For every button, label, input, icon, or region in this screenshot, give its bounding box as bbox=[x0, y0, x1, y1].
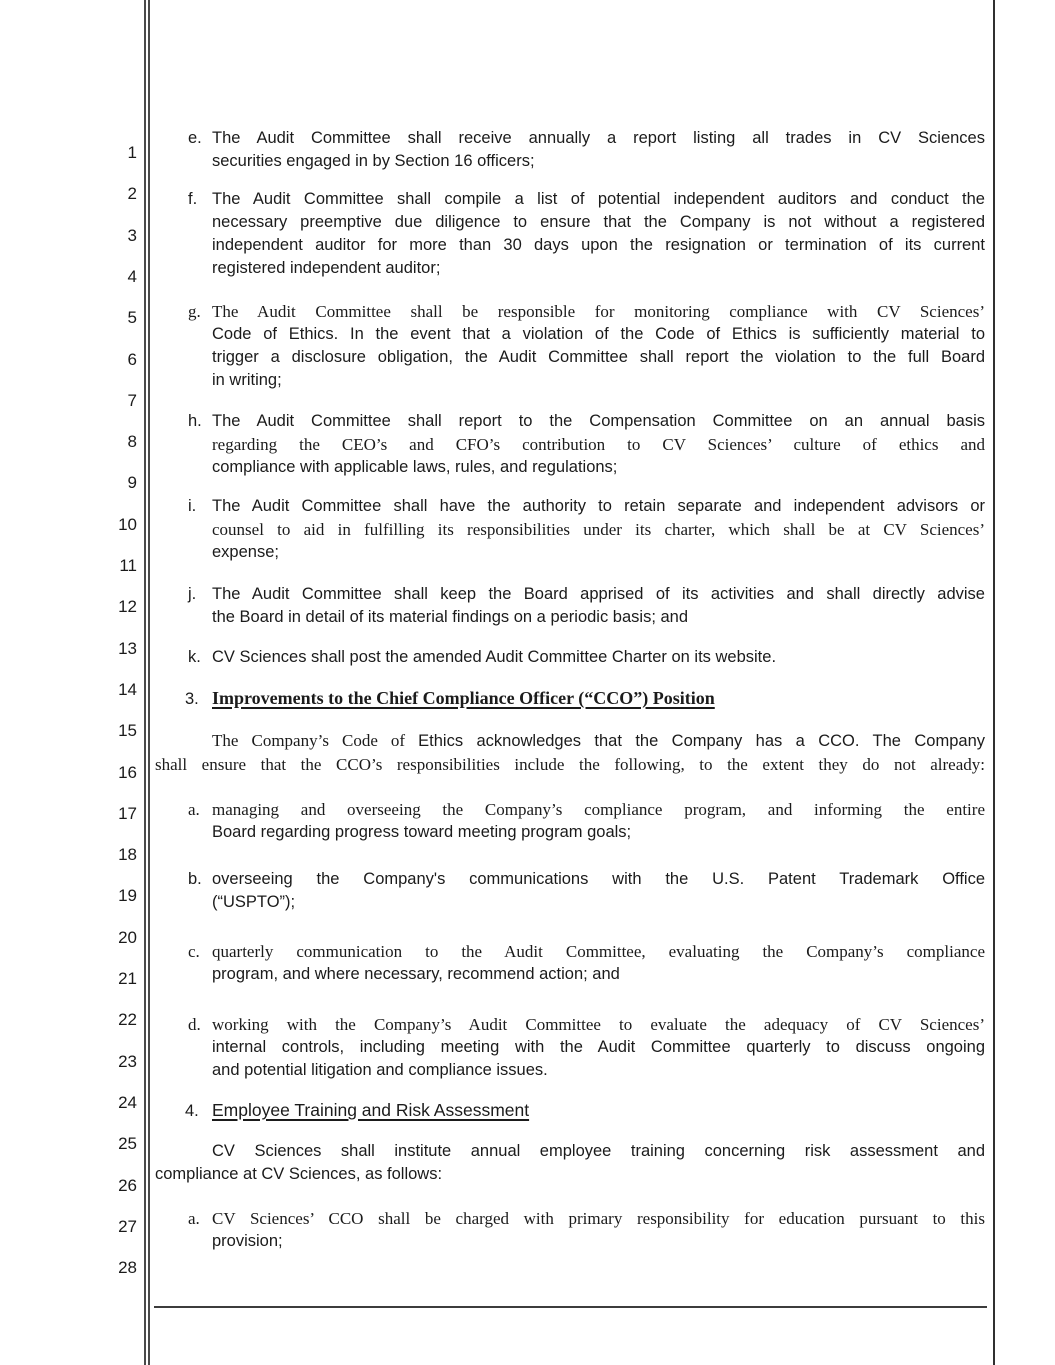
text-line: in writing; bbox=[212, 371, 282, 389]
list-item-marker: h. bbox=[188, 412, 202, 430]
text-line: provision; bbox=[212, 1232, 283, 1250]
line-number: 14 bbox=[118, 679, 137, 699]
text-line: The Audit Committee shall receive annually a report listing all trades in CV Sciences bbox=[212, 129, 985, 147]
list-item-a-15 bbox=[188, 1207, 985, 1253]
text-line: CV Sciences shall post the amended Audit Committee Charter on its website. bbox=[212, 648, 777, 666]
line-number: 15 bbox=[118, 721, 137, 741]
line-number: 4 bbox=[127, 266, 137, 286]
section-number: 4. bbox=[185, 1102, 199, 1120]
text-line: securities engaged in by Section 16 officers; bbox=[212, 152, 535, 170]
line-number: 23 bbox=[118, 1051, 137, 1071]
list-item-b-10 bbox=[188, 868, 985, 914]
line-number-column bbox=[95, 0, 137, 1365]
line-number: 6 bbox=[127, 349, 137, 369]
text-line: (“USPTO”); bbox=[212, 893, 296, 911]
text-line: The Audit Committee shall keep the Board apprised of its activities and shall directly advise bbox=[212, 585, 985, 603]
paragraph-14 bbox=[155, 1140, 985, 1186]
text-line: overseeing the Company's communications with the U.S. Patent Trademark Office bbox=[212, 870, 985, 888]
text-line: Board regarding progress toward meeting program goals; bbox=[212, 823, 632, 841]
list-item-g-2 bbox=[188, 300, 985, 392]
line-number: 2 bbox=[127, 184, 137, 204]
text-line: working with the Company’s Audit Committee to evaluate the adequacy of CV Sciences’ bbox=[212, 1015, 985, 1034]
text-segment: The Company’s Code of bbox=[212, 731, 419, 750]
line-number: 8 bbox=[127, 432, 137, 452]
section-heading-text: Employee Training and Risk Assessment bbox=[212, 1100, 530, 1120]
pleading-rule-left-inner bbox=[148, 0, 150, 1365]
text-line: The Audit Committee shall report to the Compensation Committee on an annual basis bbox=[212, 412, 985, 430]
section-number: 3. bbox=[185, 690, 199, 708]
text-line: shall ensure that the CCO’s responsibilities include the following, to the extent they do not already: bbox=[155, 755, 985, 774]
section-heading-text: Improvements to the Chief Compliance Officer (“CCO”) Position bbox=[212, 688, 715, 708]
list-item-marker: a. bbox=[188, 800, 200, 819]
text-line: counsel to aid in fulfilling its responsibilities under its charter, which shall be at CV Sciences’ bbox=[212, 520, 985, 539]
text-line: CV Sciences’ CCO shall be charged with primary responsibility for education pursuant to this bbox=[212, 1209, 985, 1228]
text-line: registered independent auditor; bbox=[212, 259, 441, 277]
list-item-marker: i. bbox=[188, 497, 197, 515]
text-line: trigger a disclosure obligation, the Audit Committee shall report the violation to the full Board bbox=[212, 348, 985, 366]
pleading-rule-right bbox=[993, 0, 995, 1365]
line-number: 27 bbox=[118, 1216, 137, 1236]
text-line: CV Sciences shall institute annual employee training concerning risk assessment and bbox=[212, 1142, 985, 1160]
line-number: 3 bbox=[127, 225, 137, 245]
list-item-h-3 bbox=[188, 410, 985, 479]
line-number: 20 bbox=[118, 927, 137, 947]
list-item-i-4 bbox=[188, 495, 985, 564]
text-line: compliance with applicable laws, rules, and regulations; bbox=[212, 458, 618, 476]
list-item-marker: b. bbox=[188, 870, 202, 888]
list-item-d-12 bbox=[188, 1013, 985, 1082]
list-item-f-1 bbox=[188, 188, 985, 280]
list-item-e-0 bbox=[188, 127, 985, 173]
line-number: 9 bbox=[127, 473, 137, 493]
line-number: 17 bbox=[118, 803, 137, 823]
text-line bbox=[155, 729, 985, 753]
list-item-marker: a. bbox=[188, 1209, 200, 1228]
list-item-a-9 bbox=[188, 798, 985, 844]
list-item-marker: e. bbox=[188, 129, 202, 147]
list-item-marker: j. bbox=[188, 585, 197, 603]
text-line: quarterly communication to the Audit Committee, evaluating the Company’s compliance bbox=[212, 942, 985, 961]
list-item-marker: c. bbox=[188, 942, 200, 961]
list-item-k-6 bbox=[188, 646, 985, 669]
text-line: regarding the CEO’s and CFO’s contribution to CV Sciences’ culture of ethics and bbox=[212, 435, 985, 454]
section-heading-3 bbox=[185, 688, 985, 709]
line-number: 16 bbox=[118, 762, 137, 782]
line-number: 24 bbox=[118, 1092, 137, 1112]
line-number: 25 bbox=[118, 1134, 137, 1154]
text-line: expense; bbox=[212, 543, 279, 561]
list-item-c-11 bbox=[188, 940, 985, 986]
line-number: 11 bbox=[119, 556, 137, 575]
document-body bbox=[155, 0, 987, 1365]
list-item-marker: g. bbox=[188, 302, 201, 321]
line-number: 5 bbox=[127, 308, 137, 328]
line-number: 7 bbox=[127, 390, 137, 410]
text-line: and potential litigation and compliance issues. bbox=[212, 1061, 548, 1079]
line-number: 10 bbox=[118, 514, 137, 534]
paragraph-8 bbox=[155, 729, 985, 776]
line-number: 19 bbox=[118, 886, 137, 906]
text-line: The Audit Committee shall have the authority to retain separate and independent advisors or bbox=[212, 497, 985, 515]
text-line: The Audit Committee shall be responsible for monitoring compliance with CV Sciences’ bbox=[212, 302, 985, 321]
list-item-marker: k. bbox=[188, 648, 201, 666]
list-item-marker: f. bbox=[188, 190, 198, 208]
line-number: 28 bbox=[118, 1258, 137, 1278]
line-number: 12 bbox=[118, 597, 137, 617]
text-line: The Audit Committee shall compile a list of potential independent auditors and conduct the bbox=[212, 190, 985, 208]
text-line: necessary preemptive due diligence to ensure that the Company is not without a registered bbox=[212, 213, 985, 231]
line-number: 21 bbox=[118, 969, 137, 988]
section-heading-4 bbox=[185, 1100, 985, 1121]
text-line: internal controls, including meeting with the Audit Committee quarterly to discuss ongoing bbox=[212, 1038, 985, 1056]
text-line: managing and overseeing the Company’s compliance program, and informing the entire bbox=[212, 800, 985, 819]
text-line: the Board in detail of its material findings on a periodic basis; and bbox=[212, 608, 689, 626]
list-item-marker: d. bbox=[188, 1015, 201, 1034]
line-number: 1 bbox=[127, 143, 137, 162]
text-line: program, and where necessary, recommend action; and bbox=[212, 965, 620, 983]
line-number: 26 bbox=[118, 1175, 137, 1195]
text-segment: Ethics acknowledges that the Company has a CCO. The Company bbox=[418, 732, 985, 750]
line-number: 22 bbox=[118, 1010, 137, 1030]
text-line: Code of Ethics. In the event that a violation of the Code of Ethics is sufficiently material to bbox=[212, 325, 985, 343]
list-item-j-5 bbox=[188, 583, 985, 629]
line-number: 18 bbox=[118, 845, 137, 865]
line-number: 13 bbox=[118, 638, 137, 658]
pleading-rule-left-outer bbox=[144, 0, 146, 1365]
text-line: compliance at CV Sciences, as follows: bbox=[155, 1165, 443, 1183]
text-line: independent auditor for more than 30 days upon the resignation or termination of its current bbox=[212, 236, 985, 254]
